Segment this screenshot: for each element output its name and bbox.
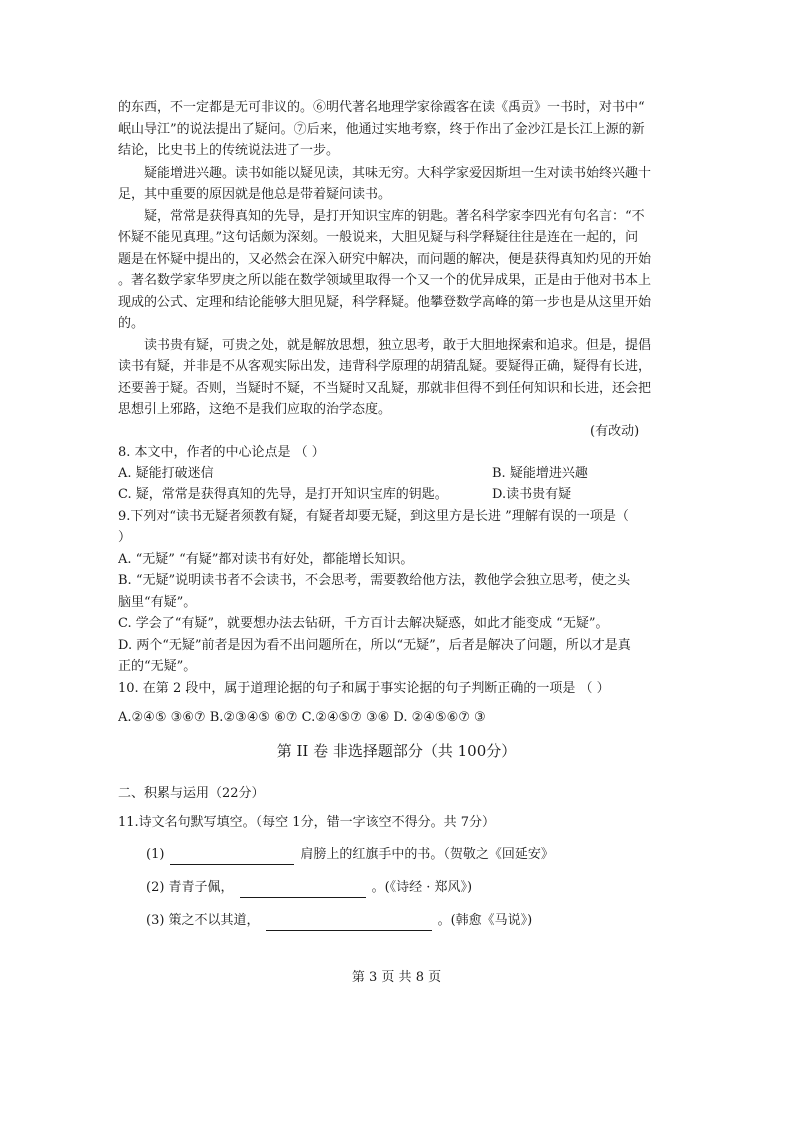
fill-blank-1-text: 肩膀上的红旗手中的书。（贺敬之《回延安》	[300, 847, 554, 862]
section-title: 第 II 卷 非选择题部分（共 100分）	[276, 742, 517, 760]
question-11-stem: 11.诗文名句默写填空。（每空 1分，错一字该空不得分。共 7分）	[118, 815, 495, 830]
passage-line: 读书有疑，并非是不从客观实际出发，违背科学原理的胡猜乱疑。要疑得正确，疑得有长进，	[118, 359, 652, 374]
answer-blank[interactable]	[170, 850, 294, 865]
part-heading: 二、积累与运用（22分）	[118, 786, 265, 801]
question-8-option-c: C. 疑，常常是获得真知的先导，是打开知识宝库的钥匙。	[118, 487, 448, 502]
fill-blank-2-text: 。(《诗经 · 郑风》)	[371, 880, 473, 895]
question-8-stem: 8. 本文中，作者的中心论点是 （ ）	[118, 445, 325, 460]
question-9-option-d: D. 两个“无疑”前者是因为看不出问题所在，所以“无疑”，后者是解决了问题，所以才是真	[118, 638, 631, 653]
question-9-option-c: C. 学会了“有疑”，就要想办法去钻研，千方百计去解决疑惑，如此才能变成 “无疑”。	[118, 616, 609, 631]
passage-line: 怀疑不能见真理。”这句话颇为深刻。一般说来，大胆见疑与科学释疑往往是连在一起的，问	[118, 230, 639, 245]
question-10-options: A.②④⑤ ③⑥⑦ B.②③④⑤ ⑥⑦ C.②④⑤⑦ ③⑥ D. ②④⑤⑥⑦ ③	[118, 710, 486, 725]
passage-line: 。著名数学家华罗庚之所以能在数学领域里取得一个又一个的优异成果，正是由于他对书本上	[118, 273, 652, 288]
answer-blank[interactable]	[240, 883, 366, 898]
fill-blank-3-text: 。(韩愈《马说》)	[437, 913, 533, 928]
question-9-option-d-cont: 正的“无疑”。	[118, 659, 197, 674]
question-9-stem: 9.下列对“读书无疑者须教有疑，有疑者却要无疑，到这里方是长进 ”理解有误的一项是（	[118, 509, 629, 524]
page-footer: 第 3 页 共 8 页	[351, 970, 442, 985]
passage-line: 岷山导江”的说法提出了疑问。⑦后来，他通过实地考察，终于作出了金沙江是长江上源的新	[118, 122, 645, 137]
passage-line: 还要善于疑。否则，当疑时不疑，不当疑时又乱疑，那就非但得不到任何知识和长进，还会把	[118, 381, 652, 396]
question-9-option-a: A. “无疑” “有疑”都对读书有好处，都能增长知识。	[118, 552, 414, 567]
fill-blank-3	[146, 911, 676, 931]
passage-line: 思想引上邪路，这绝不是我们应取的治学态度。	[118, 402, 392, 417]
passage-line: 疑，常常是获得真知的先导，是打开知识宝库的钥匙。著名科学家李四光有句名言：“不	[144, 209, 645, 224]
fill-blank-2	[146, 878, 676, 898]
question-9-stem-cont: ）	[118, 530, 132, 545]
passage-line: 题是在怀疑中提出的，又必然会在深入研究中解决，而问题的解决，便是获得真知灼见的开始	[118, 252, 652, 267]
question-8-option-b: B. 疑能增进兴趣	[492, 466, 588, 481]
question-8-option-a: A. 疑能打破迷信	[118, 466, 214, 481]
passage-line: 的东西，不一定都是无可非议的。⑥明代著名地理学家徐霞客在读《禹贡》一书时，对书中“	[118, 100, 645, 115]
passage-line: 足，其中重要的原因就是他总是带着疑问读书。	[118, 187, 392, 202]
fill-blank-1-number: (1)	[146, 847, 165, 862]
fill-blank-3-prefix: (3) 策之不以其道，	[146, 913, 260, 928]
question-8-option-d: D.读书贵有疑	[492, 487, 572, 502]
source-note: (有改动)	[590, 424, 640, 439]
passage-line: 疑能增进兴趣。读书如能以疑见读，其味无穷。大科学家爱因斯坦一生对读书始终兴趣十	[144, 166, 652, 181]
passage-line: 结论，比史书上的传统说法进了一步。	[118, 143, 340, 158]
question-9-option-b-cont: 脑里“有疑”。	[118, 595, 197, 610]
passage-line: 的。	[118, 316, 145, 331]
question-9-option-b: B. “无疑”说明读书者不会读书，不会思考，需要教给他方法，教他学会独立思考，使之头	[118, 573, 631, 588]
question-10-stem: 10. 在第 2 段中，属于道理论据的句子和属于事实论据的句子判断正确的一项是 （ ）	[118, 681, 610, 696]
fill-blank-1	[146, 845, 676, 865]
passage-line: 现成的公式、定理和结论能够大胆见疑，科学释疑。他攀登数学高峰的第一步也是从这里开始	[118, 295, 652, 310]
answer-blank[interactable]	[266, 916, 432, 931]
fill-blank-2-prefix: (2) 青青子佩，	[146, 880, 234, 895]
passage-line: 读书贵有疑，可贵之处，就是解放思想，独立思考，敢于大胆地探索和追求。但是，提倡	[144, 338, 652, 353]
